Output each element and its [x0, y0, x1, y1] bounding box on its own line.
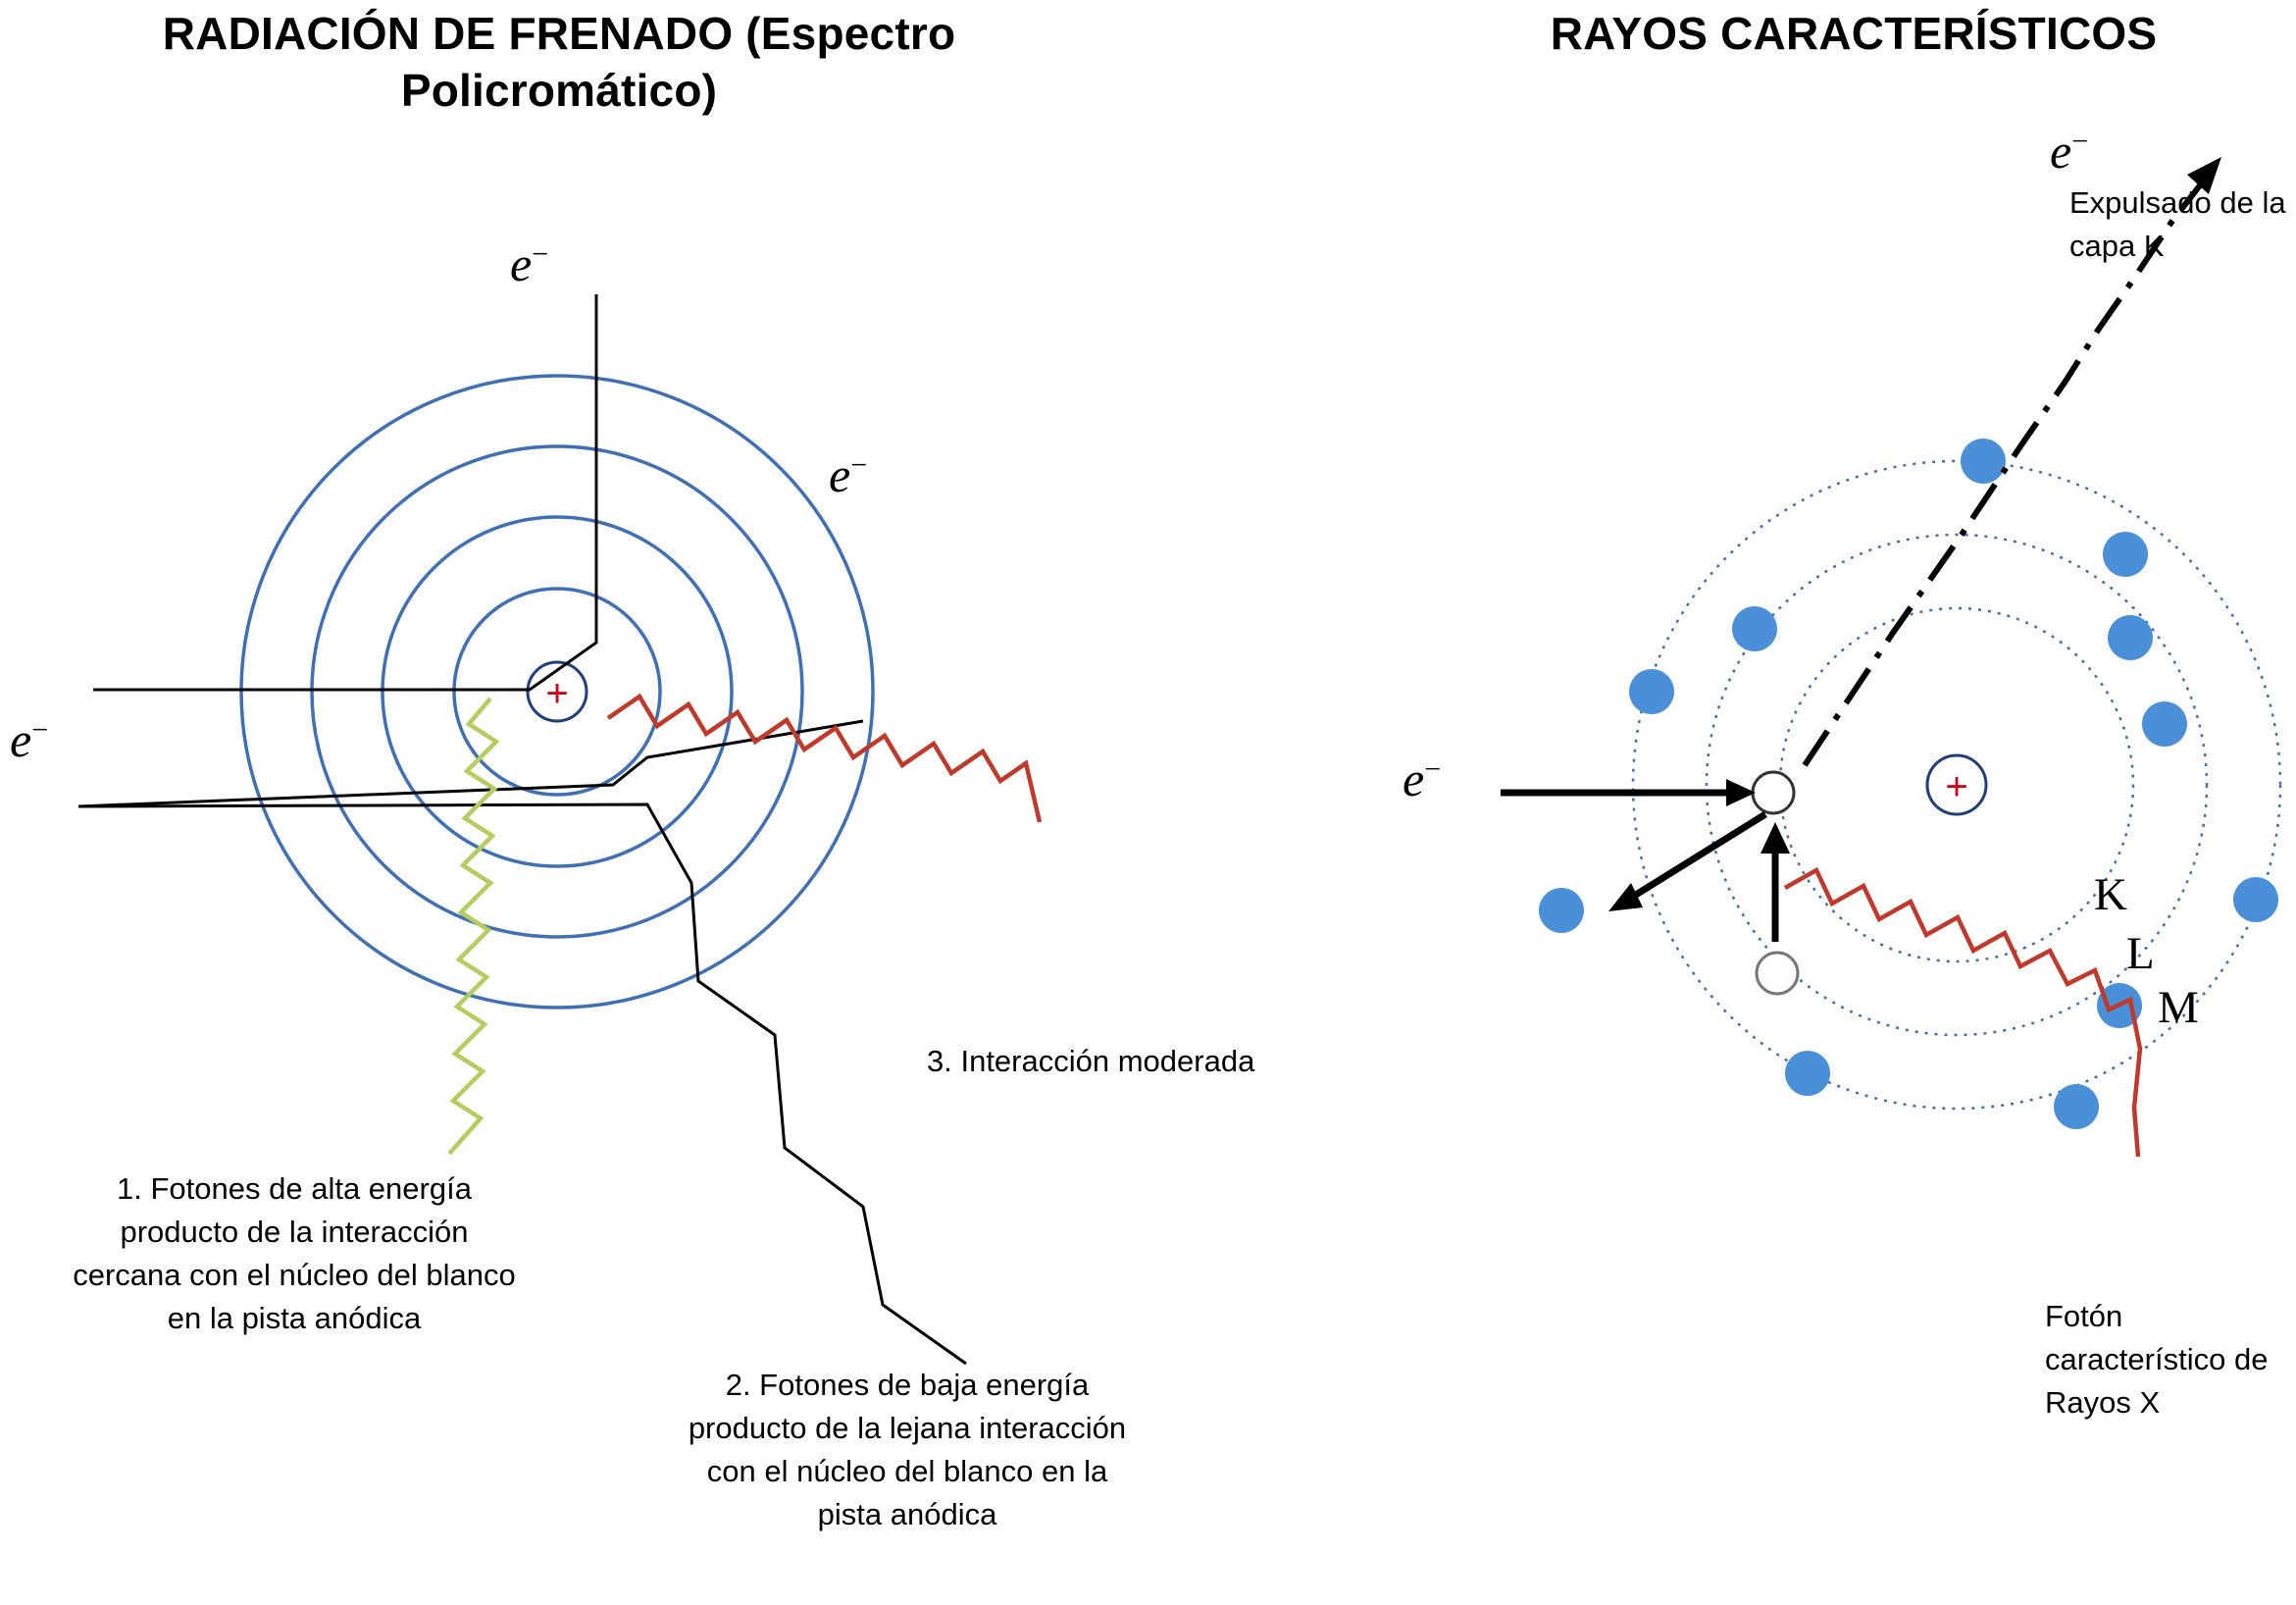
electron-dot [2142, 701, 2187, 747]
vacancy-hole-K [1753, 772, 1794, 813]
electron-dot [1539, 888, 1584, 933]
electron-label-incoming-left: e− [10, 712, 49, 767]
electron-label-incoming-right: e− [1403, 751, 1442, 806]
caption-ejected-electron: Expulsado de la capa K [2069, 185, 2286, 264]
vacancy-hole-L [1757, 953, 1798, 994]
electron-dot [1732, 606, 1777, 651]
shell-label-l: L [2126, 928, 2155, 979]
electron-dot [1961, 439, 2006, 484]
page-title-right: RAYOS CARACTERÍSTICOS [1550, 8, 2158, 59]
page-title-left: RADIACIÓN DE FRENADO (Espectro Policromático) [162, 8, 956, 116]
electron-dot [2108, 615, 2153, 660]
shell-label-k: K [2094, 869, 2127, 920]
caption-moderate-interaction: 3. Interacción moderada [927, 1044, 1255, 1078]
electron-dot [2054, 1084, 2099, 1129]
electron-label-ejected-right: e− [2050, 124, 2089, 179]
caption-low-energy-photons: 2. Fotones de baja energía producto de la lejana interacción con el núcleo del blanco en la pista anódica [688, 1368, 1127, 1532]
scattered-electron-arrowhead [1608, 883, 1643, 911]
electron-dot [1785, 1051, 1830, 1096]
electron-dot [2233, 877, 2278, 922]
incoming-electron-arrowhead [1726, 779, 1756, 806]
electron-label-top-left: e− [510, 236, 549, 291]
nucleus-charge-symbol: + [545, 672, 569, 715]
electron-dot [1629, 669, 1674, 714]
caption-high-energy-photons: 1. Fotones de alta energía producto de la interacción cercana con el núcleo del blanco en la pista anódica [73, 1171, 516, 1336]
shell-label-m: M [2158, 982, 2199, 1033]
electron-dot [2103, 532, 2148, 577]
scattered-electron-arrow-line [1623, 814, 1765, 903]
caption-characteristic-photon: Fotón característico de Rayos X [2045, 1299, 2269, 1421]
nucleus-charge-symbol-right: + [1945, 765, 1968, 808]
electron-label-mid-left: e− [829, 447, 868, 502]
